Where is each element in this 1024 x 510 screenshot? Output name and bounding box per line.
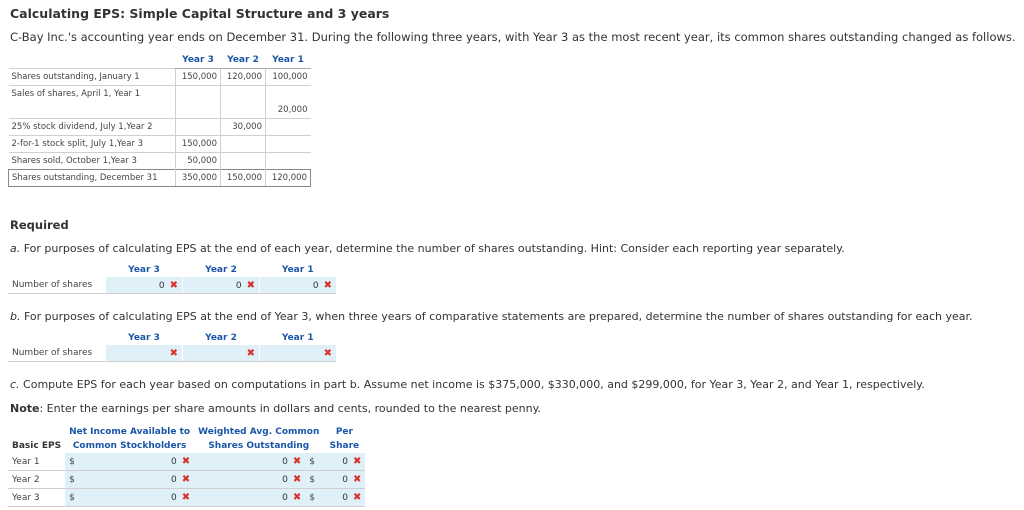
part-c-note (10, 402, 541, 415)
given-cell (266, 86, 311, 103)
currency-symbol: $ (65, 471, 82, 489)
given-header-year3: Year 3 (176, 52, 221, 69)
page-title: Calculating EPS: Simple Capital Structure and 3 years (10, 6, 390, 21)
given-row (9, 153, 311, 170)
given-cell (221, 153, 266, 170)
input-value: 0 (282, 493, 288, 503)
currency-symbol: $ (305, 489, 323, 507)
eps-header-basic: Basic EPS (12, 441, 62, 451)
part-a-header-year2: Year 2 (205, 265, 237, 275)
given-cell (176, 86, 221, 103)
given-row-label: Shares outstanding, January 1 (9, 69, 176, 86)
input-value: 0 (282, 475, 288, 485)
eps-header-net-income-top: Net Income Available to (69, 427, 191, 437)
eps-header-per-top: Per (335, 427, 353, 437)
input-value: 0 (312, 280, 319, 291)
incorrect-icon: ✖ (353, 492, 362, 503)
given-cell (176, 102, 221, 119)
part-c-question (10, 378, 925, 391)
part-a-header-year1: Year 1 (281, 265, 314, 275)
note-text: : Enter the earnings per share amounts in dollars and cents, rounded to the nearest penny. (39, 402, 542, 415)
input-value: 0 (342, 475, 349, 485)
given-row-label: Sales of shares, April 1, Year 1 (9, 86, 176, 103)
eps-header-shares: Shares Outstanding (208, 441, 310, 451)
given-cell: 20,000 (266, 102, 311, 119)
intro-text: C-Bay Inc.'s accounting year ends on December 31. During the following three years, with Year 3 as the most recent year, its common shares outstanding changed as follows. (10, 30, 1016, 44)
input-value: 0 (342, 493, 349, 503)
input-value: 0 (158, 280, 165, 291)
part-a-header-blank (8, 263, 106, 277)
eps-row (8, 471, 365, 489)
part-a-prefix: a. (10, 242, 21, 255)
part-b-text: For purposes of calculating EPS at the end of Year 3, when three years of comparative statements are prepared, determine the number of shares outstanding for each year. (20, 310, 973, 323)
given-cell: 150,000 (221, 170, 266, 187)
incorrect-icon: ✖ (181, 492, 191, 503)
incorrect-icon: ✖ (323, 347, 332, 359)
given-cell: 350,000 (176, 170, 221, 187)
given-row (9, 102, 311, 119)
given-cell (266, 119, 311, 136)
part-a-input-year1[interactable] (260, 277, 337, 294)
input-value: 0 (342, 457, 349, 467)
incorrect-icon: ✖ (292, 492, 302, 503)
part-a-question (10, 242, 845, 255)
currency-symbol: $ (65, 453, 82, 471)
part-a-input-year2[interactable] (183, 277, 260, 294)
eps-header-net-income: Common Stockholders (72, 441, 187, 451)
given-total-row (9, 170, 311, 187)
eps-shares-input[interactable] (194, 471, 305, 489)
incorrect-icon: ✖ (246, 347, 255, 359)
given-cell: 120,000 (221, 69, 266, 86)
given-cell: 150,000 (176, 69, 221, 86)
eps-header-blank (8, 425, 65, 439)
given-cell (221, 86, 266, 103)
incorrect-icon: ✖ (169, 279, 178, 291)
given-cell: 50,000 (176, 153, 221, 170)
currency-symbol: $ (65, 489, 82, 507)
eps-header-share: Share (329, 441, 360, 451)
input-value: 0 (171, 475, 177, 485)
part-a-text: For purposes of calculating EPS at the end of each year, determine the number of shares outstanding. Hint: Consider each reporting year separately. (20, 242, 845, 255)
given-cell: 30,000 (221, 119, 266, 136)
part-b-row (8, 345, 336, 362)
given-row-label (9, 102, 176, 119)
eps-net-income-input[interactable] (82, 453, 194, 471)
required-heading: Required (10, 218, 69, 232)
part-b-header-year1: Year 1 (281, 333, 314, 343)
part-a-row (8, 277, 336, 294)
given-cell (266, 153, 311, 170)
eps-per-share-input[interactable] (323, 453, 365, 471)
part-b-question (10, 310, 973, 323)
given-row (9, 119, 311, 136)
input-value: 0 (235, 280, 242, 291)
part-b-table (8, 331, 336, 362)
given-row-label: 2-for-1 stock split, July 1,Year 3 (9, 136, 176, 153)
eps-net-income-input[interactable] (82, 489, 194, 507)
part-c-prefix: c. (10, 378, 20, 391)
given-cell: 150,000 (176, 136, 221, 153)
eps-header-shares-top: Weighted Avg. Common (198, 427, 320, 437)
input-value: 0 (282, 457, 288, 467)
given-cell: 120,000 (266, 170, 311, 187)
part-b-row-label: Number of shares (8, 345, 106, 362)
given-row (9, 86, 311, 103)
given-row (9, 136, 311, 153)
eps-shares-input[interactable] (194, 489, 305, 507)
incorrect-icon: ✖ (292, 456, 302, 467)
given-header-year1: Year 1 (266, 52, 311, 69)
currency-symbol: $ (305, 471, 323, 489)
input-value: 0 (171, 493, 177, 503)
currency-symbol: $ (305, 453, 323, 471)
eps-row (8, 489, 365, 507)
part-b-input-year2[interactable] (183, 345, 260, 362)
eps-row-label: Year 1 (8, 453, 65, 471)
given-cell (176, 119, 221, 136)
eps-per-share-input[interactable] (323, 489, 365, 507)
given-header-blank (9, 52, 176, 69)
given-cell: 100,000 (266, 69, 311, 86)
incorrect-icon: ✖ (353, 474, 362, 485)
incorrect-icon: ✖ (246, 279, 255, 291)
eps-table (8, 425, 365, 507)
given-row-label: Shares outstanding, December 31 (9, 170, 176, 187)
given-header-year2: Year 2 (221, 52, 266, 69)
part-b-input-year1[interactable] (260, 345, 337, 362)
incorrect-icon: ✖ (323, 279, 332, 291)
given-row (9, 69, 311, 86)
part-b-header-year2: Year 2 (205, 333, 237, 343)
part-a-table (8, 263, 336, 294)
incorrect-icon: ✖ (181, 456, 191, 467)
eps-per-share-input[interactable] (323, 471, 365, 489)
part-a-row-label: Number of shares (8, 277, 106, 294)
eps-row (8, 453, 365, 471)
given-cell (266, 136, 311, 153)
incorrect-icon: ✖ (353, 456, 362, 467)
given-cell (221, 136, 266, 153)
given-row-label: 25% stock dividend, July 1,Year 2 (9, 119, 176, 136)
note-label: Note (10, 402, 40, 415)
incorrect-icon: ✖ (181, 474, 191, 485)
given-cell (221, 102, 266, 119)
eps-shares-input[interactable] (194, 453, 305, 471)
incorrect-icon: ✖ (169, 347, 178, 359)
input-value: 0 (171, 457, 177, 467)
part-a-header-year3: Year 3 (128, 265, 160, 275)
part-c-text: Compute EPS for each year based on computations in part b. Assume net income is $375,000, $330,000, and $299,000, for Year 3, Year 2, and Year 1, respectively. (19, 378, 925, 391)
given-data-table (8, 52, 311, 187)
part-b-prefix: b. (10, 310, 21, 323)
part-b-input-year3[interactable] (106, 345, 183, 362)
eps-row-label: Year 3 (8, 489, 65, 507)
part-a-input-year3[interactable] (106, 277, 183, 294)
eps-row-label: Year 2 (8, 471, 65, 489)
incorrect-icon: ✖ (292, 474, 302, 485)
part-b-header-blank (8, 331, 106, 345)
given-row-label: Shares sold, October 1,Year 3 (9, 153, 176, 170)
part-b-header-year3: Year 3 (128, 333, 160, 343)
eps-net-income-input[interactable] (82, 471, 194, 489)
